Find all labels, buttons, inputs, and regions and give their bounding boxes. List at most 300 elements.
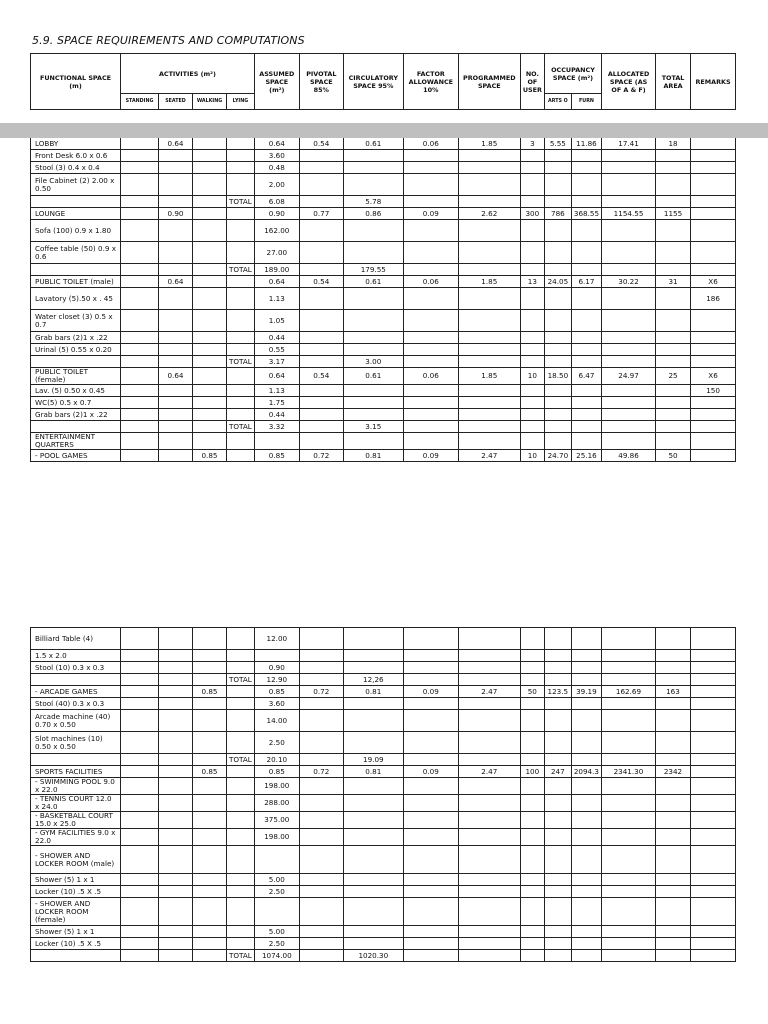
standing-cell bbox=[121, 938, 159, 950]
assumed-space-cell bbox=[254, 433, 299, 450]
arts-occupancy-cell bbox=[544, 812, 571, 829]
pivotal-space-cell bbox=[299, 332, 343, 344]
table-row bbox=[31, 795, 736, 812]
factor-allowance-cell bbox=[403, 385, 458, 397]
space-name-cell: Front Desk 6.0 x 0.6 bbox=[31, 150, 121, 162]
allocated-space-cell bbox=[601, 886, 655, 898]
pivotal-space-cell bbox=[299, 220, 343, 242]
arts-occupancy-cell: 24.05 bbox=[544, 276, 571, 288]
allocated-space-cell bbox=[602, 332, 656, 344]
standing-cell bbox=[121, 926, 159, 938]
arts-occupancy-cell bbox=[544, 874, 571, 886]
pivotal-space-cell bbox=[299, 409, 343, 421]
space-name-cell bbox=[31, 754, 121, 766]
programmed-space-cell bbox=[458, 409, 520, 421]
pivotal-space-cell bbox=[299, 938, 343, 950]
assumed-space-cell: 198.00 bbox=[254, 778, 299, 795]
assumed-space-cell: 0.64 bbox=[254, 276, 299, 288]
programmed-space-cell bbox=[458, 886, 520, 898]
circulatory-space-cell: 0.81 bbox=[343, 450, 403, 462]
no-of-users-cell bbox=[520, 898, 544, 926]
seated-cell bbox=[159, 698, 193, 710]
standing-cell bbox=[121, 812, 159, 829]
pivotal-space-cell: 0.72 bbox=[299, 450, 343, 462]
remarks-cell bbox=[691, 208, 736, 220]
pivotal-space-cell bbox=[299, 886, 343, 898]
remarks-header: REMARKS bbox=[691, 54, 736, 110]
programmed-space-cell bbox=[458, 950, 520, 962]
total-area-cell bbox=[655, 886, 690, 898]
remarks-cell bbox=[690, 926, 735, 938]
factor-allowance-cell bbox=[403, 356, 458, 368]
allocated-space-cell bbox=[602, 174, 656, 196]
standing-cell bbox=[121, 829, 159, 846]
remarks-cell bbox=[691, 421, 736, 433]
total-area-cell bbox=[655, 898, 690, 926]
arts-occupancy-cell bbox=[544, 732, 571, 754]
table-row bbox=[31, 886, 736, 898]
walking-cell bbox=[193, 208, 227, 220]
circulatory-space-cell bbox=[343, 662, 403, 674]
arts-occupancy-cell bbox=[544, 174, 571, 196]
allocated-space-header: ALLOCATED SPACE (AS OF A & F) bbox=[602, 54, 656, 110]
factor-allowance-cell: 0.09 bbox=[403, 450, 458, 462]
header-separator-band bbox=[0, 123, 768, 138]
no-of-users-cell bbox=[520, 628, 544, 650]
lying-cell: TOTAL bbox=[227, 356, 255, 368]
allocated-space-cell bbox=[601, 732, 655, 754]
walking-cell bbox=[193, 732, 227, 754]
allocated-space-cell bbox=[601, 812, 655, 829]
no-of-users-cell bbox=[520, 754, 544, 766]
arts-occupancy-cell: 123.5 bbox=[544, 686, 571, 698]
assumed-space-cell: 0.85 bbox=[254, 766, 299, 778]
arts-occupancy-cell bbox=[544, 332, 571, 344]
circulatory-space-cell bbox=[343, 874, 403, 886]
space-name-cell: PUBLIC TOILET (female) bbox=[31, 368, 121, 385]
programmed-space-cell: 1.85 bbox=[458, 138, 520, 150]
space-name-cell bbox=[31, 950, 121, 962]
walking-cell bbox=[193, 886, 227, 898]
standing-cell bbox=[121, 310, 159, 332]
walking-cell bbox=[193, 288, 227, 310]
standing-cell bbox=[121, 450, 159, 462]
table-row bbox=[31, 710, 736, 732]
walking-cell bbox=[193, 150, 227, 162]
assumed-space-cell: 5.00 bbox=[254, 926, 299, 938]
factor-allowance-cell bbox=[403, 732, 458, 754]
no-of-users-cell bbox=[520, 710, 544, 732]
activities-header: ACTIVITIES (m²) bbox=[121, 54, 255, 94]
furn-occupancy-cell bbox=[571, 409, 601, 421]
furn-occupancy-cell bbox=[571, 150, 601, 162]
arts-occupancy-cell: 24.70 bbox=[544, 450, 571, 462]
assumed-space-cell bbox=[254, 846, 299, 874]
table-row bbox=[31, 138, 736, 150]
allocated-space-cell bbox=[601, 628, 655, 650]
lying-cell bbox=[227, 732, 255, 754]
lying-cell bbox=[227, 812, 255, 829]
no-of-users-cell: 10 bbox=[520, 450, 544, 462]
pivotal-space-cell bbox=[299, 264, 343, 276]
allocated-space-cell bbox=[601, 662, 655, 674]
pivotal-space-cell: 0.54 bbox=[299, 276, 343, 288]
walking-cell bbox=[193, 898, 227, 926]
table-row bbox=[31, 812, 736, 829]
walking-cell bbox=[193, 846, 227, 874]
programmed-space-cell bbox=[458, 385, 520, 397]
arts-occupancy-cell: 247 bbox=[544, 766, 571, 778]
seated-cell bbox=[159, 766, 193, 778]
total-area-cell bbox=[655, 662, 690, 674]
pivotal-space-cell bbox=[299, 650, 343, 662]
programmed-space-cell: 2.62 bbox=[458, 208, 520, 220]
total-area-cell bbox=[656, 332, 691, 344]
table-row bbox=[31, 732, 736, 754]
remarks-cell bbox=[690, 874, 735, 886]
lying-cell bbox=[227, 368, 255, 385]
total-area-cell bbox=[655, 698, 690, 710]
assumed-space-cell: 162.00 bbox=[254, 220, 299, 242]
remarks-cell bbox=[690, 698, 735, 710]
seated-cell bbox=[159, 356, 193, 368]
remarks-cell bbox=[690, 898, 735, 926]
circulatory-space-cell: 12,26 bbox=[343, 674, 403, 686]
factor-allowance-cell bbox=[403, 698, 458, 710]
arts-occupancy-cell bbox=[544, 628, 571, 650]
seated-cell bbox=[159, 650, 193, 662]
lying-cell bbox=[227, 208, 255, 220]
total-row bbox=[31, 264, 736, 276]
programmed-space-cell bbox=[458, 332, 520, 344]
walking-cell bbox=[193, 332, 227, 344]
total-row bbox=[31, 754, 736, 766]
pivotal-space-cell bbox=[299, 710, 343, 732]
circulatory-space-header: CIRCULATORY SPACE 95% bbox=[343, 54, 403, 110]
furn-occupancy-cell bbox=[571, 288, 601, 310]
table-row bbox=[31, 344, 736, 356]
standing-cell bbox=[121, 138, 159, 150]
programmed-space-cell bbox=[458, 926, 520, 938]
factor-allowance-cell bbox=[403, 674, 458, 686]
standing-cell bbox=[121, 208, 159, 220]
no-of-users-cell: 10 bbox=[520, 368, 544, 385]
total-area-cell bbox=[655, 938, 690, 950]
factor-allowance-cell bbox=[403, 926, 458, 938]
table-row bbox=[31, 409, 736, 421]
total-area-cell bbox=[656, 174, 691, 196]
standing-cell bbox=[121, 754, 159, 766]
walking-cell bbox=[193, 778, 227, 795]
walking-cell bbox=[193, 344, 227, 356]
furn-occupancy-cell bbox=[571, 846, 601, 874]
total-area-cell bbox=[655, 778, 690, 795]
total-area-cell bbox=[656, 409, 691, 421]
walking-cell bbox=[193, 138, 227, 150]
no-of-users-cell bbox=[520, 926, 544, 938]
arts-occupancy-cell bbox=[544, 242, 571, 264]
assumed-space-cell: 2.50 bbox=[254, 732, 299, 754]
lying-cell bbox=[227, 710, 255, 732]
total-area-cell bbox=[656, 162, 691, 174]
walking-cell: 0.85 bbox=[193, 766, 227, 778]
factor-allowance-cell: 0.09 bbox=[403, 766, 458, 778]
standing-cell bbox=[121, 288, 159, 310]
space-name-cell: - ARCADE GAMES bbox=[31, 686, 121, 698]
table-row bbox=[31, 766, 736, 778]
allocated-space-cell bbox=[602, 288, 656, 310]
space-name-cell: Lavatory (5).50 x . 45 bbox=[31, 288, 121, 310]
programmed-space-cell bbox=[458, 829, 520, 846]
allocated-space-cell: 162.69 bbox=[601, 686, 655, 698]
circulatory-space-cell bbox=[343, 698, 403, 710]
lying-cell bbox=[227, 846, 255, 874]
assumed-space-cell: 2.50 bbox=[254, 886, 299, 898]
pivotal-space-cell bbox=[299, 150, 343, 162]
standing-cell bbox=[121, 368, 159, 385]
table-row bbox=[31, 433, 736, 450]
seated-cell bbox=[159, 310, 193, 332]
assumed-space-cell: 1.75 bbox=[254, 397, 299, 409]
table-row bbox=[31, 778, 736, 795]
walking-cell bbox=[193, 650, 227, 662]
assumed-space-cell: 3.60 bbox=[254, 698, 299, 710]
space-name-cell: - TENNIS COURT 12.0 x 24.0 bbox=[31, 795, 121, 812]
standing-cell bbox=[121, 778, 159, 795]
walking-cell bbox=[193, 812, 227, 829]
factor-allowance-cell: 0.06 bbox=[403, 368, 458, 385]
seated-cell bbox=[159, 174, 193, 196]
standing-cell bbox=[121, 242, 159, 264]
table-row bbox=[31, 926, 736, 938]
programmed-space-cell bbox=[458, 732, 520, 754]
assumed-space-cell: 3.17 bbox=[254, 356, 299, 368]
no-of-users-cell bbox=[520, 950, 544, 962]
lying-cell bbox=[227, 138, 255, 150]
allocated-space-cell bbox=[601, 829, 655, 846]
circulatory-space-cell bbox=[343, 650, 403, 662]
seated-cell bbox=[159, 628, 193, 650]
circulatory-space-cell bbox=[343, 926, 403, 938]
allocated-space-cell bbox=[602, 150, 656, 162]
lying-cell bbox=[227, 829, 255, 846]
lying-cell bbox=[227, 162, 255, 174]
remarks-cell bbox=[691, 356, 736, 368]
standing-cell bbox=[121, 332, 159, 344]
programmed-space-cell bbox=[458, 874, 520, 886]
standing-cell bbox=[121, 397, 159, 409]
furn-occupancy-cell bbox=[571, 264, 601, 276]
total-area-cell: 25 bbox=[656, 368, 691, 385]
arts-occupancy-cell bbox=[544, 795, 571, 812]
remarks-cell: 150 bbox=[691, 385, 736, 397]
space-name-cell: - BASKETBALL COURT 15.0 x 25.0 bbox=[31, 812, 121, 829]
programmed-space-cell bbox=[458, 938, 520, 950]
allocated-space-cell bbox=[601, 778, 655, 795]
lying-cell bbox=[227, 628, 255, 650]
factor-allowance-cell: 0.09 bbox=[403, 686, 458, 698]
assumed-space-cell: 1.05 bbox=[254, 310, 299, 332]
circulatory-space-cell bbox=[343, 397, 403, 409]
programmed-space-cell bbox=[458, 433, 520, 450]
circulatory-space-cell bbox=[343, 220, 403, 242]
space-name-cell bbox=[31, 674, 121, 686]
seated-cell bbox=[159, 288, 193, 310]
standing-cell bbox=[121, 698, 159, 710]
no-of-users-cell: 13 bbox=[520, 276, 544, 288]
factor-allowance-cell bbox=[403, 938, 458, 950]
assumed-space-cell: 198.00 bbox=[254, 829, 299, 846]
factor-allowance-cell bbox=[403, 220, 458, 242]
no-of-users-cell bbox=[520, 732, 544, 754]
seated-cell bbox=[159, 778, 193, 795]
allocated-space-cell bbox=[602, 356, 656, 368]
remarks-cell bbox=[690, 650, 735, 662]
pivotal-space-cell bbox=[299, 421, 343, 433]
remarks-cell bbox=[690, 710, 735, 732]
table-row bbox=[31, 150, 736, 162]
walking-cell bbox=[193, 174, 227, 196]
total-area-cell bbox=[656, 356, 691, 368]
remarks-cell: X6 bbox=[691, 276, 736, 288]
allocated-space-cell bbox=[601, 846, 655, 874]
table-row bbox=[31, 208, 736, 220]
pivotal-space-cell bbox=[299, 628, 343, 650]
furn-occupancy-cell bbox=[571, 242, 601, 264]
standing-cell bbox=[121, 264, 159, 276]
seated-cell bbox=[159, 846, 193, 874]
allocated-space-cell: 2341.30 bbox=[601, 766, 655, 778]
furn-occupancy-cell: 6.17 bbox=[571, 276, 601, 288]
arts-occupancy-cell bbox=[544, 421, 571, 433]
arts-occupancy-cell bbox=[544, 344, 571, 356]
factor-allowance-cell bbox=[403, 344, 458, 356]
walking-header: WALKING bbox=[193, 94, 227, 110]
walking-cell bbox=[193, 356, 227, 368]
circulatory-space-cell: 1020.30 bbox=[343, 950, 403, 962]
no-of-users-cell bbox=[520, 698, 544, 710]
factor-allowance-cell: 0.06 bbox=[403, 138, 458, 150]
seated-cell bbox=[159, 886, 193, 898]
assumed-space-cell: 3.60 bbox=[254, 150, 299, 162]
factor-allowance-cell bbox=[403, 812, 458, 829]
remarks-cell bbox=[691, 174, 736, 196]
factor-allowance-cell bbox=[403, 795, 458, 812]
factor-allowance-cell bbox=[403, 829, 458, 846]
programmed-space-cell bbox=[458, 846, 520, 874]
factor-allowance-cell bbox=[403, 874, 458, 886]
no-of-users-cell bbox=[520, 874, 544, 886]
standing-cell bbox=[121, 650, 159, 662]
space-name-cell: ENTERTAINMENT QUARTERS bbox=[31, 433, 121, 450]
arts-occupancy-cell bbox=[544, 356, 571, 368]
no-of-users-cell bbox=[520, 829, 544, 846]
walking-cell bbox=[193, 409, 227, 421]
arts-occupancy-cell bbox=[544, 310, 571, 332]
lying-cell bbox=[227, 450, 255, 462]
remarks-cell bbox=[690, 795, 735, 812]
space-name-cell: Stool (40) 0.3 x 0.3 bbox=[31, 698, 121, 710]
furn-occupancy-cell bbox=[571, 356, 601, 368]
circulatory-space-cell bbox=[343, 778, 403, 795]
total-area-cell bbox=[656, 288, 691, 310]
remarks-cell: X6 bbox=[691, 368, 736, 385]
space-name-cell: Lav. (5) 0.50 x 0.45 bbox=[31, 385, 121, 397]
remarks-cell bbox=[691, 332, 736, 344]
no-of-users-cell bbox=[520, 812, 544, 829]
lying-cell bbox=[227, 766, 255, 778]
furn-occupancy-cell bbox=[571, 886, 601, 898]
seated-cell bbox=[159, 344, 193, 356]
circulatory-space-cell bbox=[343, 385, 403, 397]
arts-occupancy-cell: 786 bbox=[544, 208, 571, 220]
pivotal-space-header: PIVOTAL SPACE 85% bbox=[299, 54, 343, 110]
table-row bbox=[31, 174, 736, 196]
seated-cell bbox=[159, 397, 193, 409]
page-title: 5.9. SPACE REQUIREMENTS AND COMPUTATIONS bbox=[32, 34, 305, 47]
walking-cell bbox=[193, 310, 227, 332]
arts-occupancy-cell bbox=[544, 698, 571, 710]
total-area-cell bbox=[656, 433, 691, 450]
no-of-users-header: NO. OF USER bbox=[520, 54, 544, 110]
functional-space-header: FUNCTIONAL SPACE (m) bbox=[31, 54, 121, 110]
remarks-cell bbox=[690, 950, 735, 962]
remarks-cell bbox=[691, 220, 736, 242]
lying-cell bbox=[227, 409, 255, 421]
standing-cell bbox=[121, 846, 159, 874]
lying-cell: TOTAL bbox=[227, 674, 255, 686]
allocated-space-cell: 1154.55 bbox=[602, 208, 656, 220]
assumed-space-cell: 6.08 bbox=[254, 196, 299, 208]
seated-cell bbox=[159, 264, 193, 276]
circulatory-space-cell bbox=[343, 812, 403, 829]
furn-occupancy-cell bbox=[571, 332, 601, 344]
circulatory-space-cell bbox=[343, 829, 403, 846]
circulatory-space-cell bbox=[343, 174, 403, 196]
no-of-users-cell bbox=[520, 662, 544, 674]
no-of-users-cell bbox=[520, 778, 544, 795]
allocated-space-cell bbox=[601, 754, 655, 766]
programmed-space-cell bbox=[458, 421, 520, 433]
arts-occupancy-cell bbox=[544, 950, 571, 962]
total-area-cell bbox=[655, 732, 690, 754]
arts-occupancy-cell bbox=[544, 288, 571, 310]
remarks-cell bbox=[690, 754, 735, 766]
furn-occupancy-cell bbox=[571, 433, 601, 450]
allocated-space-cell bbox=[602, 344, 656, 356]
allocated-space-cell bbox=[602, 385, 656, 397]
pivotal-space-cell bbox=[299, 674, 343, 686]
pivotal-space-cell bbox=[299, 356, 343, 368]
table-row bbox=[31, 698, 736, 710]
header-row-1 bbox=[31, 54, 736, 94]
programmed-space-cell bbox=[458, 795, 520, 812]
allocated-space-cell bbox=[601, 926, 655, 938]
arts-occupancy-cell bbox=[544, 846, 571, 874]
lying-cell bbox=[227, 344, 255, 356]
seated-cell bbox=[159, 332, 193, 344]
space-name-cell: Sofa (100) 0.9 x 1.80 bbox=[31, 220, 121, 242]
factor-allowance-cell bbox=[403, 433, 458, 450]
assumed-space-cell: 375.00 bbox=[254, 812, 299, 829]
seated-cell bbox=[159, 220, 193, 242]
seated-cell bbox=[159, 938, 193, 950]
circulatory-space-cell bbox=[343, 162, 403, 174]
standing-cell bbox=[121, 898, 159, 926]
seated-cell bbox=[159, 433, 193, 450]
table-row bbox=[31, 450, 736, 462]
walking-cell bbox=[193, 926, 227, 938]
